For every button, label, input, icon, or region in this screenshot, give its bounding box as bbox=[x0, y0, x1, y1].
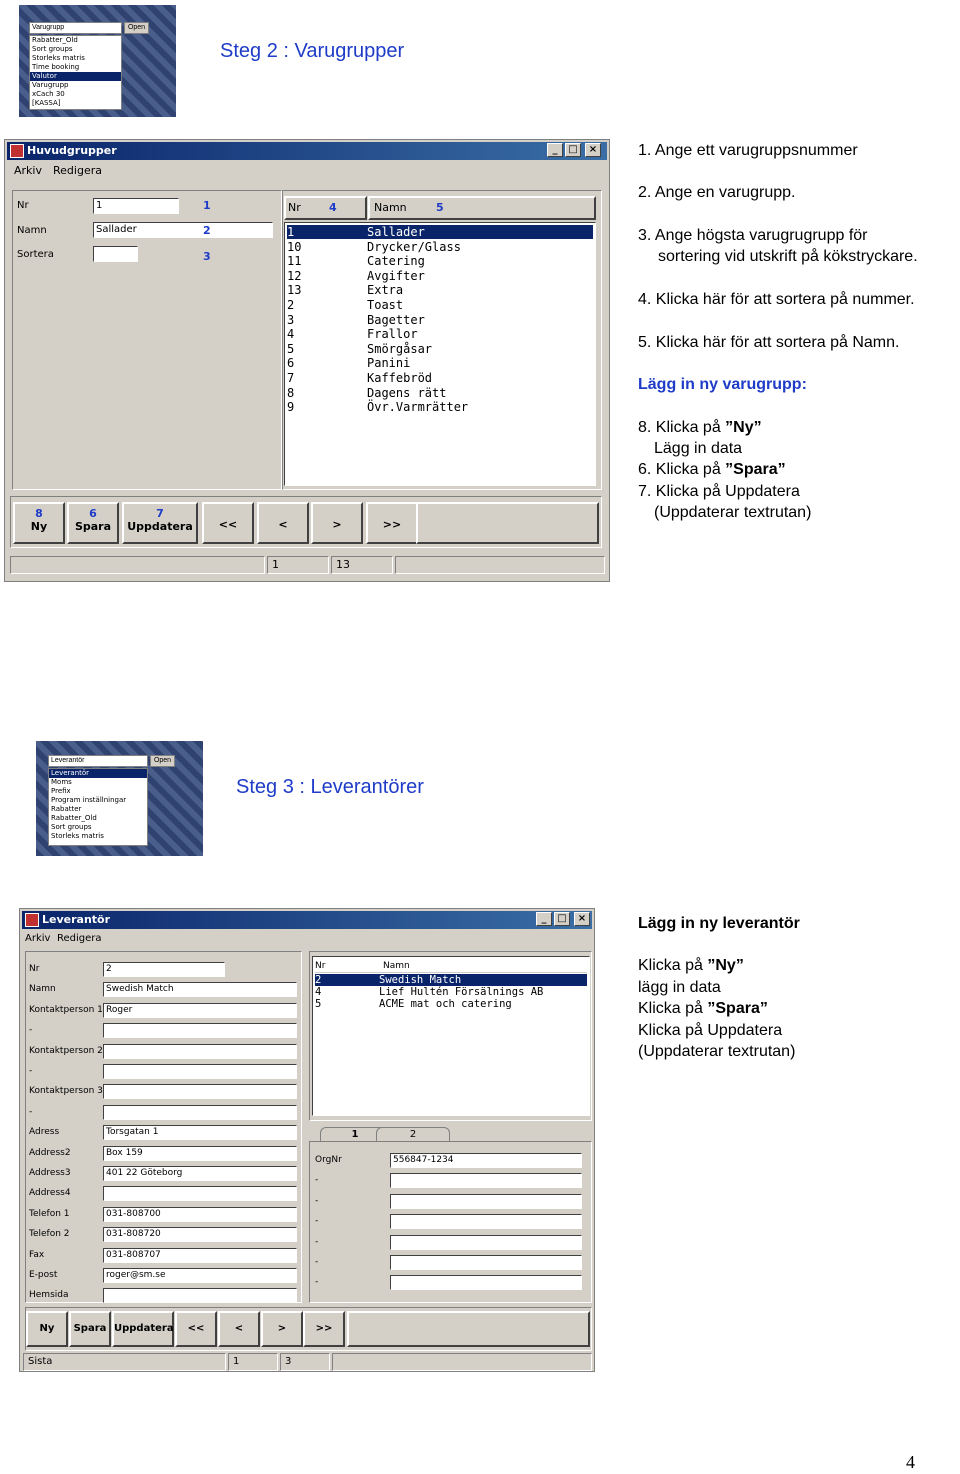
field2-input[interactable]: 2 bbox=[103, 962, 225, 977]
field2-input[interactable] bbox=[103, 1023, 297, 1038]
nav2-button-6[interactable]: >> bbox=[303, 1311, 345, 1347]
row2-nr: 5 bbox=[315, 998, 322, 1010]
step-8-bold: ”Ny” bbox=[725, 419, 762, 436]
tab-field-label: - bbox=[315, 1175, 319, 1186]
thumb2-item[interactable]: Program inställningar bbox=[51, 796, 127, 804]
row-namn: Bagetter bbox=[367, 312, 425, 327]
supplier-step-1-text: Klicka på bbox=[638, 957, 708, 974]
supplier-step-4: Klicka på Uppdatera bbox=[638, 1022, 783, 1039]
field2-label: - bbox=[29, 1025, 33, 1036]
field2-input[interactable]: 031-808707 bbox=[103, 1248, 297, 1263]
minimize2-button[interactable]: _ bbox=[536, 912, 552, 926]
nr-column-header[interactable] bbox=[284, 196, 367, 220]
button-label: Ny bbox=[30, 520, 48, 533]
row-namn: Sallader bbox=[367, 225, 425, 239]
row-namn: Catering bbox=[367, 254, 425, 269]
row2-namn: Lief Hultén Försälnings AB bbox=[379, 986, 544, 998]
callout-1: 1 bbox=[203, 199, 211, 212]
list-row[interactable] bbox=[287, 298, 593, 312]
field2-label: Namn bbox=[29, 984, 56, 995]
button-callout: 7 bbox=[156, 507, 164, 520]
thumb1-item[interactable]: Storleks matris bbox=[32, 54, 85, 62]
field2-input[interactable] bbox=[103, 1084, 297, 1099]
tab-field-input[interactable] bbox=[390, 1194, 582, 1209]
tab-1-label: 1 bbox=[351, 1129, 359, 1140]
app2-icon bbox=[25, 913, 39, 927]
thumb2-select[interactable]: Leverantör bbox=[48, 755, 148, 767]
thumb1-item[interactable]: xCach 30 bbox=[32, 90, 65, 98]
button-callout: 8 bbox=[35, 507, 43, 520]
field2-input[interactable]: Torsgatan 1 bbox=[103, 1125, 297, 1140]
nav-button-1[interactable] bbox=[67, 502, 119, 544]
tab-2-label: 2 bbox=[409, 1129, 417, 1140]
tab-field-label: - bbox=[315, 1257, 319, 1267]
row-nr: 10 bbox=[287, 239, 302, 254]
field2-input[interactable] bbox=[103, 1064, 297, 1079]
button2-bar-spacer bbox=[347, 1311, 590, 1347]
field-label-namn: Namn bbox=[17, 225, 47, 236]
row-namn: Dagens rätt bbox=[367, 385, 447, 400]
tab-field-label: - bbox=[315, 1216, 319, 1227]
callout-2: 2 bbox=[203, 224, 211, 237]
menu2-redigera[interactable]: Redigera bbox=[57, 933, 102, 944]
supplier-step-5: (Uppdaterar textrutan) bbox=[638, 1043, 796, 1060]
step-5: 5. Klicka här för att sortera på Namn. bbox=[638, 334, 900, 351]
nav2-button-4[interactable]: < bbox=[218, 1311, 260, 1347]
field-label-nr: Nr bbox=[17, 200, 29, 211]
status-fill bbox=[395, 556, 605, 574]
nav-button-0[interactable] bbox=[13, 502, 65, 544]
thumb2-dropdown-list bbox=[48, 768, 148, 846]
row-nr: 3 bbox=[287, 312, 295, 327]
field2-label: Telefon 1 bbox=[29, 1208, 70, 1219]
status-total: 13 bbox=[331, 556, 393, 574]
nr-input[interactable]: 1 bbox=[93, 198, 179, 214]
row-nr: 8 bbox=[287, 385, 295, 400]
list-row[interactable] bbox=[287, 240, 593, 254]
tab-field-label: OrgNr bbox=[315, 1155, 342, 1165]
list-row[interactable] bbox=[287, 225, 593, 239]
field2-label: Adress bbox=[29, 1127, 60, 1138]
new-supplier-heading: Lägg in ny leverantör bbox=[638, 915, 800, 932]
row-nr: 13 bbox=[287, 283, 302, 298]
row-nr: 12 bbox=[287, 268, 302, 283]
row-namn: Avgifter bbox=[367, 268, 425, 283]
list-row[interactable] bbox=[287, 356, 593, 370]
namn-header-label: Namn bbox=[374, 201, 407, 214]
list2-header-namn: Namn bbox=[383, 961, 410, 971]
list2-header bbox=[315, 959, 587, 973]
minimize-button[interactable]: _ bbox=[547, 143, 563, 157]
row2-nr: 4 bbox=[315, 986, 322, 998]
list2-row[interactable] bbox=[315, 974, 587, 986]
window2-title: Leverantör bbox=[42, 913, 111, 926]
close2-button[interactable]: × bbox=[574, 912, 590, 926]
thumb2-item[interactable]: Rabatter_Old bbox=[51, 814, 97, 822]
list-row[interactable] bbox=[287, 400, 593, 414]
row-nr: 5 bbox=[287, 341, 295, 356]
thumb2-item[interactable]: Sort groups bbox=[51, 823, 92, 831]
step-2: 2. Ange en varugrupp. bbox=[638, 184, 796, 201]
status2-label: Sista bbox=[23, 1353, 226, 1371]
sortera-input[interactable] bbox=[93, 246, 138, 262]
leverantor-thumbnail bbox=[36, 741, 203, 856]
thumb2-item[interactable]: Leverantör bbox=[49, 769, 147, 778]
row2-nr: 2 bbox=[315, 974, 322, 986]
field2-input[interactable]: roger@sm.se bbox=[103, 1268, 297, 1283]
field-label-sortera: Sortera bbox=[17, 249, 54, 260]
field2-input[interactable] bbox=[103, 1186, 297, 1201]
nav2-button-1[interactable]: Spara bbox=[69, 1311, 111, 1347]
tab-field-label: - bbox=[315, 1236, 319, 1247]
tab-field-input[interactable]: 556847-1234 bbox=[390, 1153, 582, 1168]
step-6-bold: ”Spara” bbox=[725, 461, 786, 478]
varugrupp-thumbnail bbox=[19, 5, 176, 117]
namn-input[interactable]: Sallader bbox=[93, 222, 273, 238]
nav2-button-5[interactable]: > bbox=[261, 1311, 303, 1347]
field2-label: Nr bbox=[29, 964, 40, 974]
step-7: 7. Klicka på Uppdatera bbox=[638, 483, 800, 500]
step-8-sub: Lägg in data bbox=[654, 440, 743, 457]
field2-label: Kontaktperson 1 bbox=[29, 1004, 103, 1015]
nav2-button-3[interactable]: << bbox=[175, 1311, 217, 1347]
thumb1-item[interactable]: [KASSA] bbox=[32, 99, 61, 107]
nav2-button-0[interactable]: Ny bbox=[26, 1311, 68, 1347]
field2-label: Fax bbox=[29, 1249, 45, 1260]
field2-label: E-post bbox=[29, 1270, 58, 1280]
row-namn: Övr.Varmrätter bbox=[367, 400, 469, 415]
row-nr: 2 bbox=[287, 298, 295, 312]
maximize-button[interactable]: □ bbox=[565, 143, 581, 157]
field2-input[interactable] bbox=[103, 1044, 297, 1059]
field2-label: Telefon 2 bbox=[29, 1229, 70, 1240]
row-namn: Smörgåsar bbox=[367, 341, 433, 356]
row-namn: Toast bbox=[367, 298, 404, 312]
row-namn: Drycker/Glass bbox=[367, 239, 461, 254]
button-callout: 6 bbox=[89, 507, 97, 520]
row-namn: Frallor bbox=[367, 327, 418, 342]
row-nr: 9 bbox=[287, 400, 295, 415]
status2-current: 1 bbox=[228, 1353, 278, 1371]
field2-label: Hemsida bbox=[29, 1290, 69, 1301]
field2-label: - bbox=[29, 1106, 33, 1117]
field2-label: - bbox=[29, 1066, 33, 1076]
tab-field-input[interactable] bbox=[390, 1235, 582, 1250]
row-nr: 1 bbox=[287, 225, 295, 239]
varugrupp-list[interactable] bbox=[284, 222, 596, 486]
list-row[interactable] bbox=[287, 371, 593, 385]
status2-fill bbox=[332, 1353, 592, 1371]
status2-total: 3 bbox=[280, 1353, 330, 1371]
tab-field-input[interactable] bbox=[390, 1275, 582, 1290]
menu2-arkiv[interactable]: Arkiv bbox=[25, 933, 51, 944]
close-button[interactable]: × bbox=[585, 143, 601, 157]
field2-input[interactable] bbox=[103, 1288, 297, 1303]
row-namn: Panini bbox=[367, 356, 411, 371]
thumb1-item[interactable]: Sort groups bbox=[32, 45, 73, 53]
row2-namn: Swedish Match bbox=[379, 974, 462, 986]
thumb2-open-button[interactable]: Open bbox=[150, 755, 175, 767]
step-7-sub: (Uppdaterar textrutan) bbox=[654, 504, 812, 521]
button-label: >> bbox=[382, 518, 402, 531]
field2-label: Kontaktperson 3 bbox=[29, 1086, 103, 1097]
step-8-text: 8. Klicka på bbox=[638, 419, 726, 436]
button-label: Spara bbox=[74, 520, 112, 533]
list-row[interactable] bbox=[287, 386, 593, 400]
nav-button-5[interactable] bbox=[311, 502, 363, 544]
field2-label: Address3 bbox=[29, 1168, 71, 1178]
nav-button-6[interactable] bbox=[366, 502, 418, 544]
row2-namn: ACME mat och catering bbox=[379, 998, 512, 1010]
list-row[interactable] bbox=[287, 327, 593, 341]
row-nr: 6 bbox=[287, 356, 295, 371]
menu-arkiv[interactable]: Arkiv bbox=[14, 164, 42, 177]
list2-row[interactable] bbox=[315, 998, 587, 1010]
step-6-text: 6. Klicka på bbox=[638, 461, 726, 478]
thumb2-item[interactable]: Prefix bbox=[51, 787, 71, 795]
thumb1-item[interactable]: Varugrupp bbox=[32, 81, 69, 89]
row-namn: Kaffebröd bbox=[367, 371, 433, 385]
thumb2-item[interactable]: Rabatter bbox=[51, 805, 82, 813]
maximize2-button[interactable]: □ bbox=[554, 912, 570, 926]
huvudgrupper-window bbox=[4, 139, 610, 582]
window-titlebar bbox=[7, 142, 607, 160]
button-label: > bbox=[332, 518, 342, 531]
status-empty bbox=[10, 556, 265, 574]
nav-button-2[interactable] bbox=[122, 502, 198, 544]
row-nr: 11 bbox=[287, 254, 302, 269]
list2-row[interactable] bbox=[315, 986, 587, 998]
section-title-varugrupper: Steg 2 : Varugrupper bbox=[220, 40, 405, 62]
thumb-dropdown-list bbox=[29, 35, 122, 110]
window-title: Huvudgrupper bbox=[27, 144, 117, 157]
step-4: 4. Klicka här för att sortera på nummer. bbox=[638, 291, 915, 308]
field2-input[interactable] bbox=[103, 1105, 297, 1120]
tab-field-input[interactable] bbox=[390, 1214, 582, 1229]
supplier-step-1 bbox=[638, 955, 744, 976]
field2-input[interactable]: Roger bbox=[103, 1003, 297, 1018]
page-number: 4 bbox=[906, 1452, 915, 1472]
tab-2[interactable] bbox=[376, 1127, 450, 1141]
list-row[interactable] bbox=[287, 313, 593, 327]
row-nr: 7 bbox=[287, 371, 295, 385]
thumb-select[interactable]: Varugrupp bbox=[29, 22, 122, 34]
button-bar-spacer bbox=[416, 502, 599, 544]
thumb1-item[interactable]: Valutor bbox=[30, 72, 121, 81]
button-label: << bbox=[218, 518, 238, 531]
callout-3: 3 bbox=[203, 250, 211, 263]
new-group-heading: Lägg in ny varugrupp: bbox=[638, 376, 807, 393]
button-label: < bbox=[278, 518, 288, 531]
tab-field-input[interactable] bbox=[390, 1255, 582, 1270]
field2-label: Address4 bbox=[29, 1188, 71, 1199]
field2-input[interactable]: 401 22 Göteborg bbox=[103, 1166, 297, 1181]
supplier-step-3 bbox=[638, 998, 768, 1019]
supplier-step-1-bold: ”Ny” bbox=[707, 957, 744, 974]
callout-5: 5 bbox=[436, 201, 444, 214]
list-row[interactable] bbox=[287, 283, 593, 297]
step-3b: sortering vid utskrift på kökstryckare. bbox=[658, 248, 918, 265]
namn-column-header[interactable] bbox=[368, 196, 596, 220]
supplier-step-2: lägg in data bbox=[638, 979, 721, 996]
step-8 bbox=[638, 417, 762, 438]
thumb2-item[interactable]: Storleks matris bbox=[51, 832, 104, 840]
field2-input[interactable]: 031-808720 bbox=[103, 1227, 297, 1242]
list2-header-nr: Nr bbox=[315, 961, 326, 971]
status-current: 1 bbox=[267, 556, 329, 574]
step-1: 1. Ange ett varugruppsnummer bbox=[638, 142, 858, 159]
callout-4: 4 bbox=[329, 201, 337, 214]
thumb2-item[interactable]: Moms bbox=[51, 778, 72, 786]
row-namn: Extra bbox=[367, 283, 404, 298]
step-3a: 3. Ange högsta varugrugrupp för bbox=[638, 227, 868, 244]
field2-input[interactable]: 031-808700 bbox=[103, 1207, 297, 1222]
app-icon bbox=[10, 144, 24, 158]
tab-field-label: - bbox=[315, 1195, 319, 1206]
row-nr: 4 bbox=[287, 327, 295, 342]
button-label: Uppdatera bbox=[127, 520, 193, 533]
window2-titlebar bbox=[22, 911, 592, 929]
list-row[interactable] bbox=[287, 269, 593, 283]
nav-button-4[interactable] bbox=[257, 502, 309, 544]
thumb-open-button[interactable]: Open bbox=[124, 22, 149, 34]
list-row[interactable] bbox=[287, 342, 593, 356]
tab-field-input[interactable] bbox=[390, 1173, 582, 1188]
step-6 bbox=[638, 459, 786, 480]
field2-input[interactable]: Swedish Match bbox=[103, 982, 297, 997]
list-row[interactable] bbox=[287, 254, 593, 268]
section-title-leverantorer: Steg 3 : Leverantörer bbox=[236, 776, 424, 798]
nr-header-label: Nr bbox=[288, 201, 301, 214]
field2-input[interactable]: Box 159 bbox=[103, 1146, 297, 1161]
field2-label: Kontaktperson 2 bbox=[29, 1045, 103, 1056]
thumb1-item[interactable]: Rabatter_Old bbox=[32, 36, 78, 44]
leverantor-window bbox=[19, 908, 595, 1372]
field2-label: Address2 bbox=[29, 1147, 71, 1158]
nav-button-3[interactable] bbox=[202, 502, 254, 544]
supplier-step-3-bold: ”Spara” bbox=[707, 1000, 768, 1017]
thumb1-item[interactable]: Time booking bbox=[32, 63, 80, 71]
menu-redigera[interactable]: Redigera bbox=[53, 164, 102, 177]
supplier-step-3-text: Klicka på bbox=[638, 1000, 708, 1017]
nav2-button-2[interactable]: Uppdatera bbox=[112, 1311, 174, 1347]
leverantor-list[interactable] bbox=[312, 956, 590, 1116]
tab-field-label: - bbox=[315, 1277, 319, 1288]
